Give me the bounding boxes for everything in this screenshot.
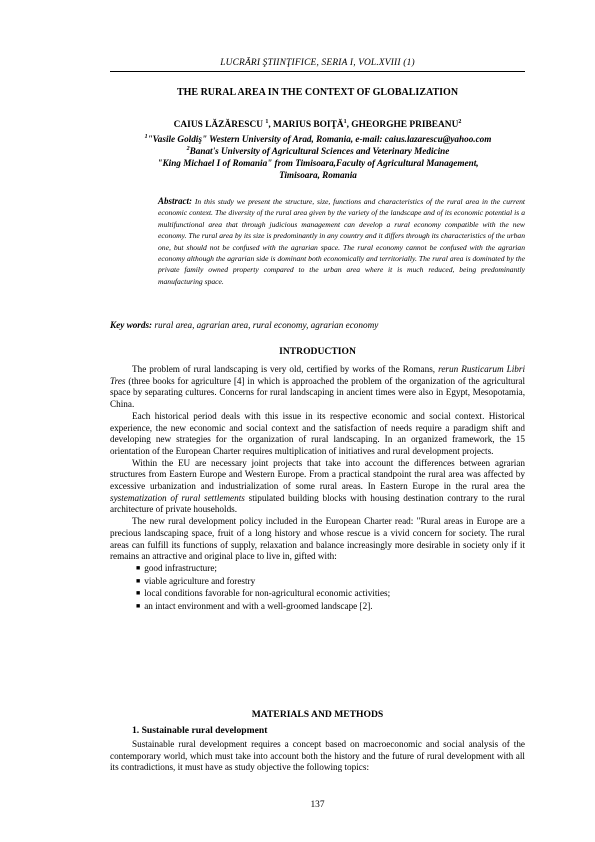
affiliation-text: Banat's University of Agricultural Sciences and Veterinary Medicine	[189, 146, 450, 156]
list-item: ■ an intact environment and with a well-groomed landscape [2].	[136, 601, 525, 614]
paper-title: THE RURAL AREA IN THE CONTEXT OF GLOBALIZATION	[176, 87, 459, 98]
header-rule	[110, 71, 525, 72]
affiliation-text: "Vasile Goldiş" Western University of Arad, Romania, e-mail: caius.lazarescu@yahoo.com	[147, 134, 492, 144]
text-run: stipulated building blocks with housing destination contrary to the rural architecture of private households.	[110, 492, 526, 515]
subsection-heading: 1. Sustainable rural development	[132, 725, 268, 736]
text-run-italic: systematization of rural settlements	[110, 492, 245, 503]
keywords	[110, 320, 525, 330]
paragraph: The new rural development policy included in the European Charter read: "Rural areas in Europe are a precious landscaping space, fruit of a long history and whose rescue is a vivid concern for society. The rural areas can fulfill its functions of supply, relaxation and balance increasingly more desirable in society only if it remains an attractive and original place to live in, gifted with:	[110, 516, 525, 562]
text-run: Within the EU are necessary joint projects that take into account the differences between agrarian structures from Eastern Europe and Western Europe. From a practical standpoint the rural area was affected by excessive urbanization and industrialization of some rural areas. In Eastern Europe in the rural area the	[110, 457, 525, 492]
author-name: CAIUS LĂZĂRESCU	[173, 120, 263, 130]
paragraph: Sustainable rural development requires a concept based on macroeconomic and social analysis of the contemporary world, which must take into account both the history and the future of rural development with all its contradictions, it must have as study objective the following topics:	[110, 739, 525, 773]
list-item: ■ local conditions favorable for non-agricultural economic activities;	[136, 588, 525, 601]
list-item: ■ viable agriculture and forestry	[136, 576, 525, 589]
running-head: LUCRĂRI ŞTIINŢIFICE, SERIA I, VOL.XVIII (1)	[220, 58, 415, 68]
author-affil-mark: 1	[265, 118, 269, 125]
affiliation-line	[88, 145, 548, 157]
affil-mark: 1	[144, 133, 148, 140]
affil-mark: 2	[186, 145, 190, 152]
text-run-italic: rerun Rusticarum Libri Tres	[110, 364, 525, 386]
section-heading-methods: MATERIALS AND METHODS	[251, 709, 384, 720]
affiliations	[88, 133, 548, 181]
text-run: (three books for agriculture [4] in which is approached the problem of the organization of the agricultural space by separating cultures. Concerns for rural landscaping in ancient times were also in Egypt, Mesopotamia, China.	[110, 375, 525, 410]
keywords-label: Key words:	[110, 320, 153, 330]
text-run: The problem of rural landscaping is very old, certified by works of the Romans,	[132, 364, 439, 374]
paragraph	[110, 458, 525, 517]
bullet-list	[110, 563, 525, 614]
list-item: ■ good infrastructure;	[136, 563, 525, 576]
author-affil-mark: 2	[458, 118, 462, 125]
abstract-label: Abstract:	[158, 196, 193, 206]
abstract-text: In this study we present the structure, size, functions and characteristics of the rural area in the current economic context. The diversity of the rural area given by the variety of the landscape and of its economic potential is a multifunctional area that through judicious management can develop a rural economy compatible with the new economy. The rural area by its size is predominantly in any country and it differs through its characteristics of the urban one, but should not be confused with the agrarian space. The rural economy cannot be confused with the agrarian economy although the agrarian side is dominant both economically and territorially. The rural area is dominated by the private family owned property compared to the urban area where it is much reduced, being predominantly manufacturing space.	[158, 197, 525, 286]
section-heading-introduction: INTRODUCTION	[279, 346, 356, 357]
author-affil-mark: 1	[343, 118, 347, 125]
affiliation-line: "King Michael I of Romania" from Timisoara,Faculty of Agricultural Management,	[157, 158, 479, 168]
author-name: , MARIUS BOIŢĂ	[268, 120, 344, 130]
affiliation-line	[88, 133, 548, 145]
abstract	[158, 196, 525, 287]
author-name: , GHEORGHE PRIBEANU	[346, 120, 459, 130]
keywords-text: rural area, agrarian area, rural economy, agrarian economy	[154, 320, 379, 330]
paragraph	[110, 364, 525, 411]
paragraph: Each historical period deals with this issue in its respective economic and social context. Historical experience, the new economic and social context and the satisfaction of needs require a paradigm shift and developing new strategies for the organization of rural landscaping. In an organized framework, the 15 orientation of the European Charter requires multiplication of initiatives and rural development projects.	[110, 410, 525, 456]
page-number: 137	[310, 800, 325, 810]
affiliation-line: Timisoara, Romania	[279, 170, 357, 180]
introduction-body	[110, 364, 525, 614]
methods-body	[110, 739, 525, 774]
author-list	[110, 120, 525, 130]
